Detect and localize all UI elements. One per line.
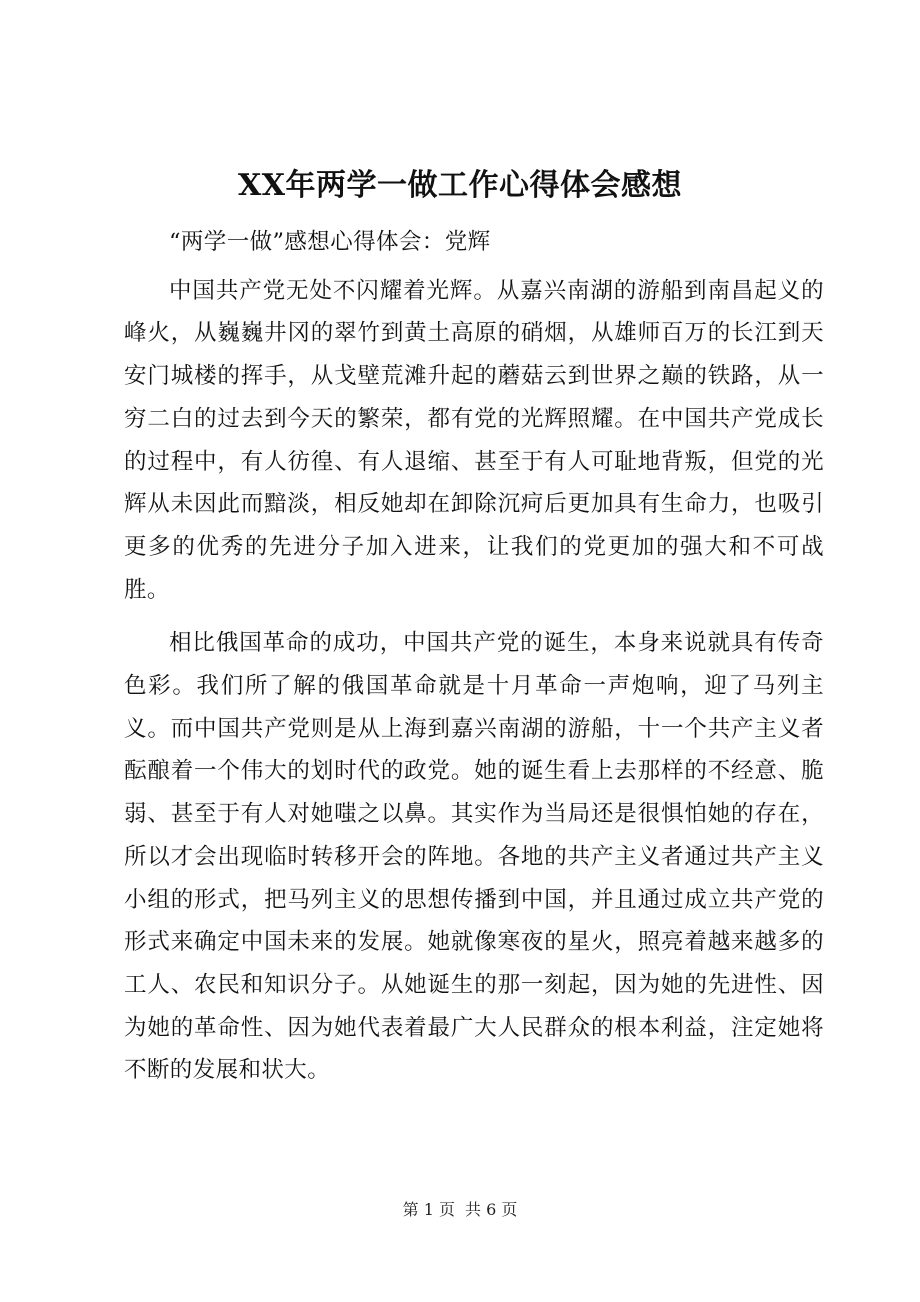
paragraph-1: 中国共产党无处不闪耀着光辉。从嘉兴南湖的游船到南昌起义的峰火，从巍巍井冈的翠竹到黄土高原的硝烟，从雄师百万的长江到天安门城楼的挥手，从戈壁荒滩升起的蘑菇云到世界之巅的铁路，从一穷二白的过去到今天的繁荣，都有党的光辉照耀。在中国共产党成长的过程中，有人彷徨、有人退缩、甚至于有人可耻地背叛，但党的光辉从未因此而黯淡，相反她却在卸除沉疴后更加具有生命力，也吸引更多的优秀的先进分子加入进来，让我们的党更加的强大和不可战胜。 — [124, 277, 824, 603]
page-footer — [0, 1198, 920, 1222]
document-title: XX年两学一做工作心得体会感想 — [237, 168, 683, 203]
page-number-current: 第 1 页 — [402, 1200, 455, 1219]
paragraph-2: 相比俄国革命的成功，中国共产党的诞生，本身来说就具有传奇色彩。我们所了解的俄国革命就是十月革命一声炮响，迎了马列主义。而中国共产党则是从上海到嘉兴南湖的游船，十一个共产主义者酝酿着一个伟大的划时代的政党。她的诞生看上去那样的不经意、脆弱、甚至于有人对她嗤之以鼻。其实作为当局还是很惧怕她的存在，所以才会出现临时转移开会的阵地。各地的共产主义者通过共产主义小组的形式，把马列主义的思想传播到中国，并且通过成立共产党的形式来确定中国未来的发展。她就像寒夜的星火，照亮着越来越多的工人、农民和知识分子。从她诞生的那一刻起，因为她的先进性、因为她的革命性、因为她代表着最广大人民群众的根本利益，注定她将不断的发展和状大。 — [124, 630, 824, 1084]
document-body — [124, 221, 824, 1092]
page-number-total: 共 6 页 — [465, 1200, 518, 1219]
document-subtitle: “两学一做”感想心得体会：党辉 — [169, 229, 491, 255]
